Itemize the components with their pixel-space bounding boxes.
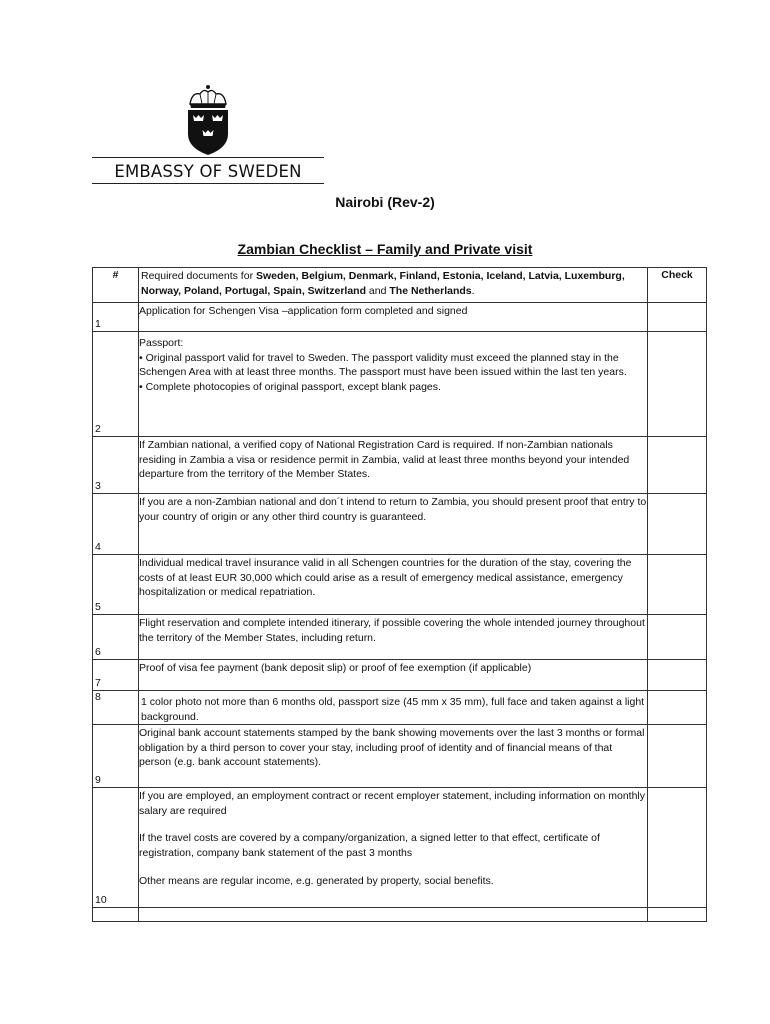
row-number: 3: [95, 480, 101, 492]
row-check-cell[interactable]: [648, 437, 707, 494]
row-number-cell: [93, 788, 139, 908]
table-row: [93, 660, 707, 691]
row-number-cell: [93, 494, 139, 555]
row-number: 1: [95, 318, 101, 330]
row-description: [139, 437, 648, 494]
row-number-cell: [93, 303, 139, 332]
table-row: [93, 555, 707, 615]
header-and: and: [366, 284, 390, 297]
row-number: 2: [95, 423, 101, 435]
header-intro: Required documents for: [141, 270, 256, 282]
embassy-logo: [92, 84, 326, 184]
empty-cell: [93, 908, 139, 922]
description-paragraph: If you are a non-Zambian national and don´t intend to return to Zambia, you should present proof that entry to your country of origin or any other third country is guaranteed.: [139, 496, 647, 523]
header-description: [139, 268, 648, 303]
header-number: #: [93, 268, 139, 303]
row-description: [139, 332, 648, 437]
row-check-cell[interactable]: [648, 788, 707, 908]
description-paragraph: If the travel costs are covered by a company/organization, a signed letter to that effect, certificate of registration, company bank statement of the past 3 months: [139, 832, 600, 859]
row-number-cell: [93, 332, 139, 437]
crown-shield-icon: [184, 84, 232, 156]
table-row: [93, 788, 707, 908]
office-label: Nairobi (Rev-2): [335, 194, 435, 210]
embassy-name: EMBASSY OF SWEDEN: [114, 162, 302, 181]
row-check-cell[interactable]: [648, 303, 707, 332]
row-check-cell[interactable]: [648, 725, 707, 788]
row-description: [139, 555, 648, 615]
description-paragraph: Passport:: [139, 337, 184, 349]
row-description: [139, 494, 648, 555]
row-number-cell: [93, 691, 139, 725]
row-check-cell[interactable]: [648, 332, 707, 437]
header-end: .: [471, 284, 475, 297]
table-row: [93, 691, 707, 725]
description-paragraph: Flight reservation and complete intended itinerary, if possible covering the whole intended journey throughout the territory of the Member States, including return.: [139, 617, 645, 644]
logo-rule-top: [92, 157, 324, 158]
table-empty-row: [93, 908, 707, 922]
row-description: [139, 788, 648, 908]
row-number: 7: [95, 677, 101, 689]
row-description: [139, 725, 648, 788]
table-row: [93, 332, 707, 437]
row-description: [139, 303, 648, 332]
description-paragraph: Proof of visa fee payment (bank deposit slip) or proof of fee exemption (if applicable): [139, 662, 532, 674]
row-number-cell: [93, 660, 139, 691]
table-row: [93, 303, 707, 332]
row-number: 5: [95, 601, 101, 613]
description-paragraph: 1 color photo not more than 6 months old, passport size (45 mm x 35 mm), full face and taken against a light background.: [141, 696, 645, 723]
row-number-cell: [93, 725, 139, 788]
row-description: [139, 660, 648, 691]
table-row: [93, 725, 707, 788]
table-header-row: [93, 268, 707, 303]
row-check-cell[interactable]: [648, 555, 707, 615]
row-number: 4: [95, 541, 101, 553]
row-description: [139, 615, 648, 660]
description-paragraph: Application for Schengen Visa –application form completed and signed: [139, 305, 468, 317]
row-number-cell: [93, 437, 139, 494]
description-paragraph: Original bank account statements stamped by the bank showing movements over the last 3 months or formal obligation by a third person to cover your stay, including proof of identity and of financial means of that person (e.g. bank account statements).: [139, 727, 645, 769]
description-paragraph: If Zambian national, a verified copy of National Registration Card is required. If non-Zambian nationals residing in Zambia a visa or residence permit in Zambia, valid at least three months beyond your intended departure from the territory of the Member States.: [139, 439, 630, 481]
checklist-table: [92, 267, 707, 922]
description-paragraph: If you are employed, an employment contract or recent employer statement, including information on monthly salary are required: [139, 790, 646, 817]
header-countries-a: Sweden, Belgium, Denmark, Finland, Estonia, Iceland, Latvia, Luxemburg, Norway, Poland, Portugal, Spain, Switzerland: [141, 270, 625, 297]
row-check-cell[interactable]: [648, 691, 707, 725]
row-number: 6: [95, 646, 101, 658]
document-title: Zambian Checklist – Family and Private visit: [237, 241, 533, 257]
description-paragraph: Individual medical travel insurance valid in all Schengen countries for the duration of the stay, covering the costs of at least EUR 30,000 which could arise as a result of emergency medical assistance, emergency hospitalization or medical repatriation.: [139, 557, 632, 599]
row-check-cell[interactable]: [648, 615, 707, 660]
table-row: [93, 615, 707, 660]
header-check: Check: [648, 268, 707, 303]
table-row: [93, 494, 707, 555]
empty-cell[interactable]: [648, 908, 707, 922]
empty-cell: [139, 908, 648, 922]
row-check-cell[interactable]: [648, 494, 707, 555]
row-number-cell: [93, 555, 139, 615]
row-number: 9: [95, 774, 101, 787]
header-countries-b: The Netherlands: [389, 284, 472, 297]
table-row: [93, 437, 707, 494]
row-number: 8: [95, 691, 101, 703]
description-paragraph: • Complete photocopies of original passport, except blank pages.: [139, 380, 441, 393]
row-number-cell: [93, 615, 139, 660]
row-description: [139, 691, 648, 725]
row-number: 10: [95, 894, 107, 907]
paragraph-gap: [139, 818, 647, 831]
description-paragraph: Other means are regular income, e.g. generated by property, social benefits.: [139, 874, 494, 887]
description-paragraph: • Original passport valid for travel to Sweden. The passport validity must exceed the planned stay in the Schengen Area with at least three months. The passport must have been issued within the last ten years.: [139, 351, 627, 379]
row-check-cell[interactable]: [648, 660, 707, 691]
paragraph-gap: [139, 861, 647, 874]
logo-rule-bottom: [92, 183, 324, 184]
